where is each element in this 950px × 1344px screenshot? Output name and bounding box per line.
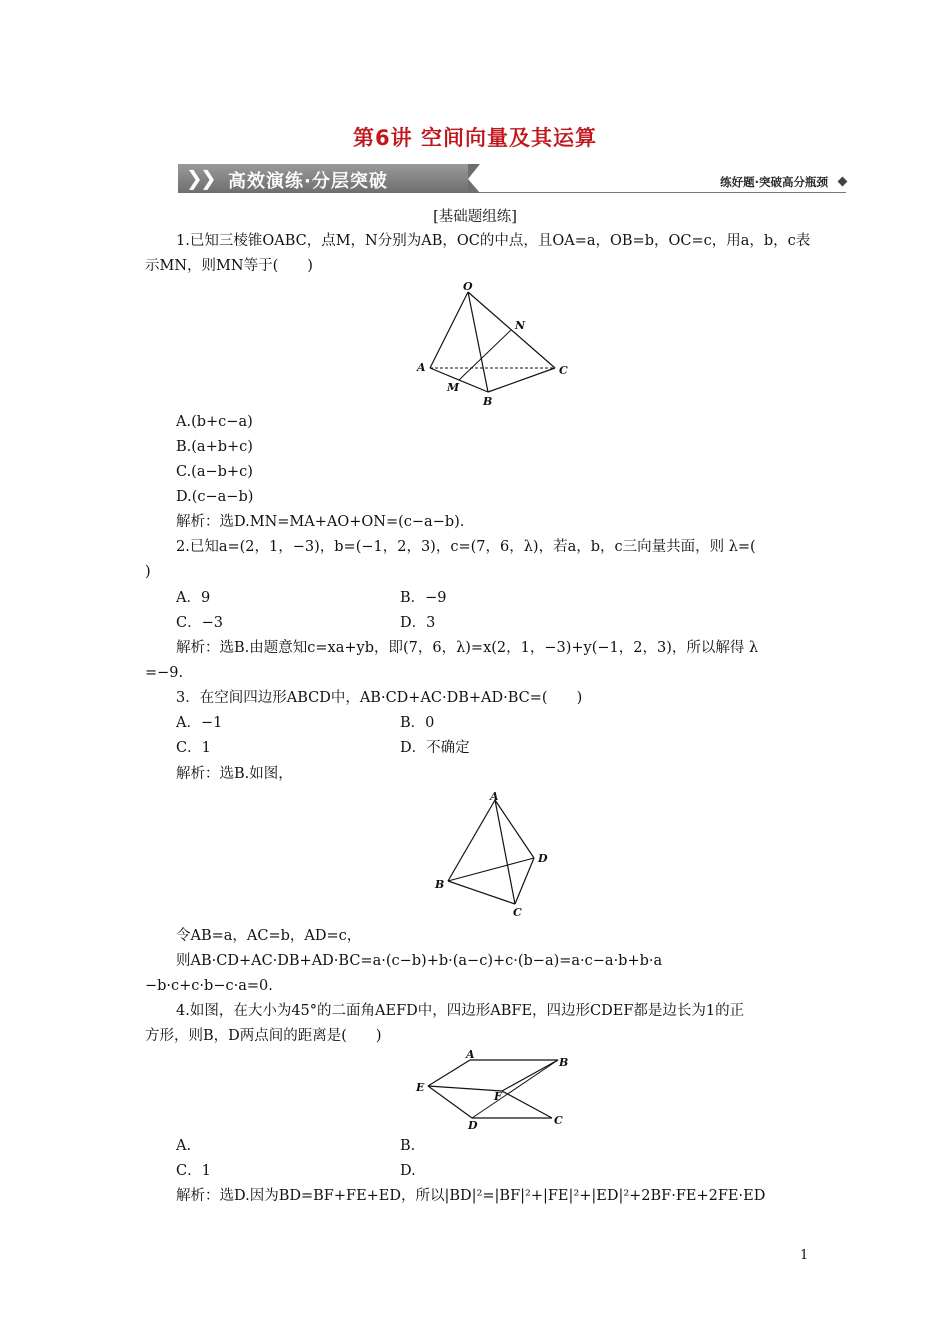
- q2-option-d: D．3: [400, 615, 436, 631]
- label-C: C: [513, 906, 522, 919]
- label-B: B: [483, 395, 493, 408]
- tetrahedron-figure-1: [410, 280, 580, 410]
- q3-option-a: A．−1: [176, 715, 223, 731]
- q3-option-c: C．1: [176, 740, 211, 756]
- label-D: D: [538, 852, 548, 865]
- label-A: A: [466, 1048, 475, 1061]
- label-C: C: [554, 1114, 563, 1127]
- q2-stem-line2: ): [145, 564, 151, 580]
- q4-option-b: B.: [400, 1138, 416, 1154]
- banner-rule: [478, 192, 846, 193]
- q2-stem-line1: 2.已知a=(2，1，−3)，b=(−1，2，3)，c=(7，6，λ)，若a，b，c三向量共面，则 λ=(: [176, 539, 756, 555]
- label-D: D: [468, 1119, 478, 1130]
- q3-option-d: D．不确定: [400, 740, 470, 756]
- q1-option-a: A.(b+c−a): [176, 414, 253, 430]
- section-label: [基础题组练]: [433, 209, 517, 225]
- q3-let-line: 令AB=a，AC=b，AD=c，: [176, 928, 362, 944]
- q4-analysis: 解析：选D.因为BD=BF+FE+ED，所以|BD|²=|BF|²+|FE|²+|ED|²+2BF·FE+2FE·ED: [176, 1188, 766, 1204]
- label-A: A: [417, 361, 426, 374]
- page-number: 1: [800, 1248, 809, 1263]
- banner-right-label: 练好题·突破高分瓶颈: [720, 175, 828, 189]
- q1-option-c: C.(a−b+c): [176, 464, 253, 480]
- q2-option-b: B．−9: [400, 590, 447, 606]
- page-title: 第6讲 空间向量及其运算: [353, 126, 597, 150]
- tetrahedron-figure-2: [430, 788, 560, 920]
- q1-option-d: D.(c−a−b): [176, 489, 254, 505]
- q3-stem: 3．在空间四边形ABCD中，AB·CD+AC·DB+AD·BC=( ): [176, 690, 583, 706]
- section-banner: [178, 164, 850, 194]
- q3-option-b: B．0: [400, 715, 435, 731]
- label-A: A: [490, 790, 499, 803]
- label-M: M: [447, 381, 460, 394]
- label-O: O: [463, 280, 473, 293]
- q2-analysis-line2: =−9.: [145, 665, 184, 681]
- q2-option-c: C．−3: [176, 615, 223, 631]
- q3-analysis-intro: 解析：选B.如图，: [176, 766, 293, 782]
- q4-option-a: A.: [176, 1138, 192, 1154]
- q4-option-c: C．1: [176, 1163, 211, 1179]
- label-B: B: [435, 878, 445, 891]
- q4-stem-line1: 4.如图，在大小为45°的二面角AEFD中，四边形ABFE，四边形CDEF都是边长为1的正: [176, 1003, 745, 1019]
- label-E: E: [416, 1081, 425, 1094]
- q4-option-d: D.: [400, 1163, 416, 1179]
- chevron-right-icon: ❯: [200, 166, 217, 190]
- chevron-right-icon: ❯: [186, 166, 203, 190]
- label-F: F: [494, 1090, 502, 1103]
- q3-calc-line2: −b·c+c·b−c·a=0.: [145, 978, 273, 994]
- banner-tip: [468, 164, 480, 193]
- diamond-icon: [838, 177, 848, 187]
- q1-option-b: B.(a+b+c): [176, 439, 253, 455]
- banner-left-label: 高效演练·分层突破: [228, 171, 388, 192]
- q2-analysis-line1: 解析：选B.由题意知c=xa+yb，即(7，6，λ)=x(2，1，−3)+y(−1，2，3)，所以解得 λ: [176, 640, 759, 656]
- q3-calc-line1: 则AB·CD+AC·DB+AD·BC=a·(c−b)+b·(a−c)+c·(b−a)=a·c−a·b+b·a: [176, 953, 663, 969]
- label-N: N: [515, 319, 526, 332]
- q1-analysis: 解析：选D.MN=MA+AO+ON=(c−a−b).: [176, 514, 465, 530]
- q4-stem-line2: 方形，则B，D两点间的距离是( ): [145, 1028, 382, 1044]
- dihedral-figure: [410, 1046, 580, 1130]
- label-C: C: [559, 364, 568, 377]
- q2-option-a: A．9: [176, 590, 211, 606]
- label-B: B: [559, 1056, 569, 1069]
- q1-stem-line1: 1.已知三棱锥OABC，点M，N分别为AB，OC的中点，且OA=a，OB=b，OC=c，用a，b，c表: [176, 233, 811, 249]
- q1-stem-line2: 示MN，则MN等于( ): [145, 258, 313, 274]
